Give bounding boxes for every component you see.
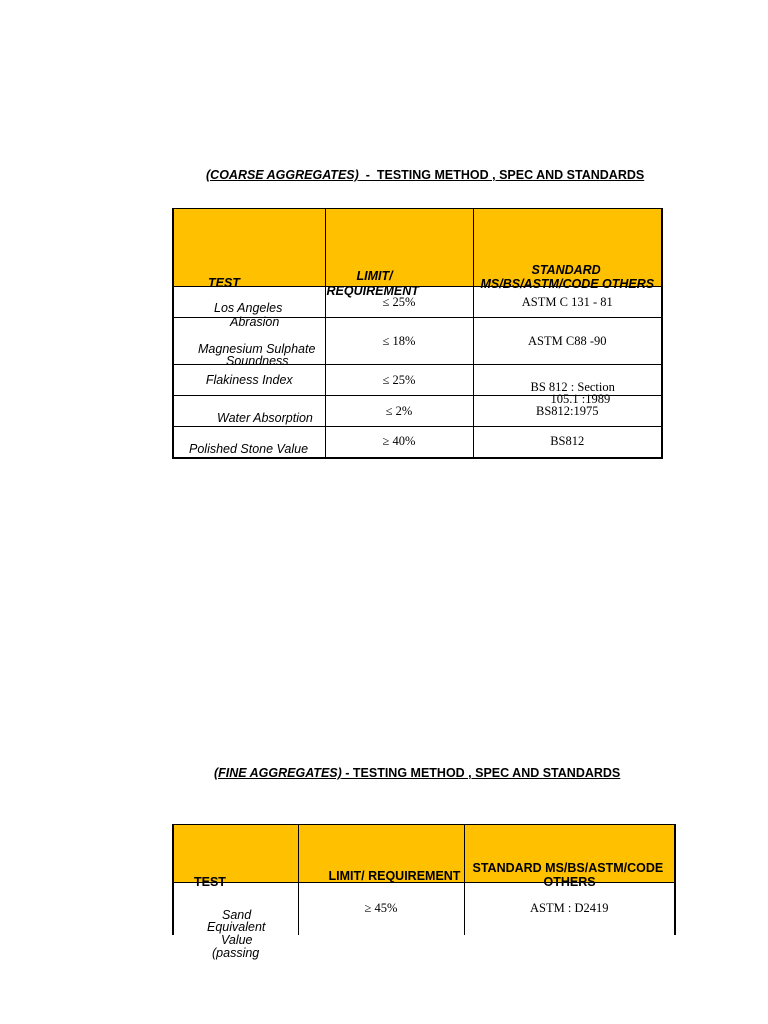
header-limit — [325, 209, 473, 298]
row-test-line2: Soundness — [226, 354, 289, 368]
header-standard-line1: STANDARD — [531, 262, 601, 277]
header-test-label: TEST — [194, 874, 226, 889]
table-row — [173, 883, 675, 935]
header-standard-line2: MS/BS/ASTM/CODE OTHERS — [480, 276, 655, 291]
row-limit: ≤ 25% — [382, 372, 416, 387]
row-test-line3: Value — [221, 932, 253, 947]
header-standard-line2: OTHERS — [543, 874, 596, 889]
row-standard-line1: BS 812 : Section — [530, 380, 615, 394]
row-standard: BS812 — [550, 434, 585, 449]
coarse-title-part1: (COARSE AGGREGATES) — [206, 168, 359, 182]
row-test-line1: Water Absorption — [217, 411, 313, 425]
row-standard: ASTM C88 -90 — [528, 333, 607, 348]
row-limit: ≤ 25% — [382, 294, 416, 309]
row-standard: BS812:1975 — [535, 403, 599, 418]
row-test-line2: Abrasion — [230, 315, 280, 329]
header-test — [173, 825, 298, 889]
row-limit: ≤ 18% — [382, 333, 416, 348]
row-limit: ≤ 2% — [385, 403, 413, 418]
row-standard: ASTM : D2419 — [530, 901, 609, 916]
row-test-line4: (passing — [212, 945, 260, 960]
row-standard-line2: 105.1 :1989 — [550, 392, 611, 406]
fine-title-part1: (FINE AGGREGATES) — [214, 766, 342, 780]
fine-aggregates-title — [214, 766, 620, 780]
row-limit: ≥ 40% — [382, 434, 416, 449]
coarse-aggregates-table — [172, 208, 663, 459]
row-test-line2: Equivalent — [207, 919, 266, 934]
fine-title-part2: - TESTING METHOD , SPEC AND STANDARDS — [341, 766, 621, 780]
table-header-row — [173, 825, 675, 883]
header-limit-line1: LIMIT/ — [356, 268, 393, 283]
header-test — [173, 209, 325, 290]
fine-aggregates-table — [172, 824, 676, 960]
row-test-line1: Flakiness Index — [205, 373, 293, 387]
header-standard-line1: STANDARD MS/BS/ASTM/CODE — [472, 860, 664, 875]
header-limit — [298, 825, 464, 883]
header-standard — [473, 209, 662, 291]
row-test-line1: Los Angeles — [214, 301, 283, 315]
header-test-label: TEST — [208, 275, 240, 290]
row-test-line1: Sand — [222, 907, 252, 922]
row-limit: ≥ 45% — [364, 901, 398, 916]
coarse-title-part2: - TESTING METHOD , SPEC AND STANDARDS — [358, 168, 645, 182]
row-standard: ASTM C 131 - 81 — [521, 294, 613, 309]
header-limit-label: LIMIT/ REQUIREMENT — [328, 868, 461, 883]
row-test-line1: Magnesium Sulphate — [198, 342, 316, 356]
row-test-line1: Polished Stone Value — [189, 441, 309, 456]
coarse-aggregates-title — [206, 168, 644, 182]
header-standard — [464, 825, 675, 889]
table-row — [173, 365, 662, 396]
table-row — [173, 427, 662, 458]
header-limit-line2: REQUIREMENT — [326, 283, 419, 298]
table-header-row — [173, 209, 662, 287]
